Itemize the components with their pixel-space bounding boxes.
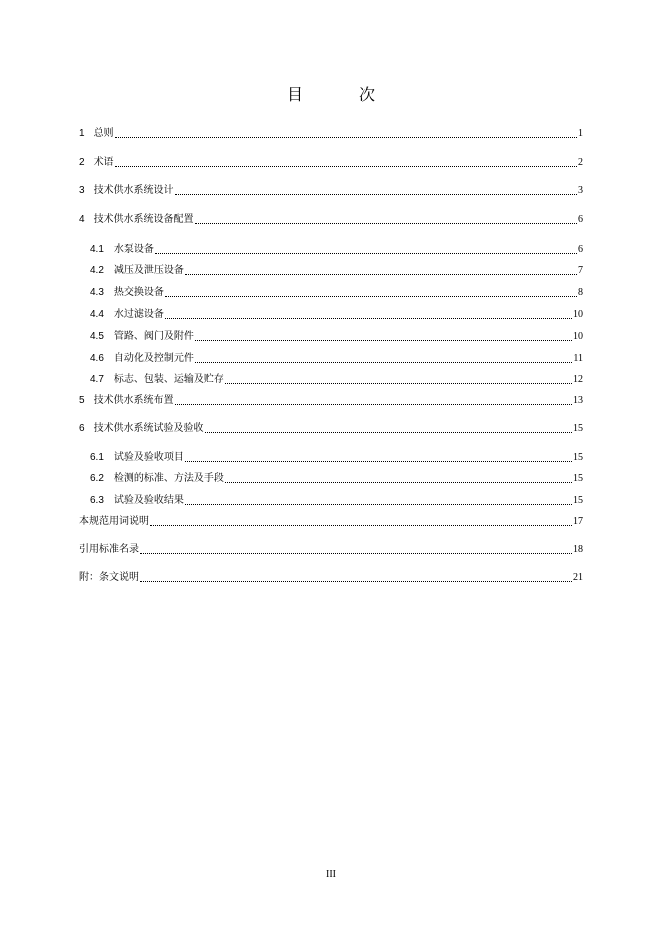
toc-dot-leader — [165, 295, 577, 297]
toc-entry-4-3[interactable] — [90, 285, 583, 301]
toc-dot-leader — [155, 252, 577, 254]
toc-dot-leader — [195, 361, 572, 363]
toc-entry-6-1[interactable] — [90, 450, 583, 466]
page-number: III — [326, 869, 336, 880]
toc-entry-4-5[interactable] — [90, 329, 583, 345]
toc-entry-number: 6.3 — [90, 495, 104, 506]
toc-entry-label: 水泵设备 — [113, 244, 154, 255]
toc-entry-number: 4.2 — [90, 265, 104, 276]
toc-entry-number: 4.7 — [90, 374, 104, 385]
toc-entry-label: 技术供水系统试验及验收 — [93, 423, 204, 434]
toc-entry-2[interactable] — [79, 155, 583, 171]
toc-entry-5[interactable] — [79, 393, 583, 409]
toc-entry-number: 2 — [79, 157, 85, 168]
toc-entry-label: 标志、包装、运输及贮存 — [113, 374, 224, 385]
toc-entry-label: 检测的标准、方法及手段 — [113, 473, 224, 484]
toc-entry-page: 6 — [578, 244, 583, 255]
toc-dot-leader — [115, 136, 577, 138]
toc-dot-leader — [185, 273, 577, 275]
toc-entry-referenced-standards[interactable] — [79, 542, 583, 558]
toc-dot-leader — [195, 222, 577, 224]
toc-entry-number: 6.2 — [90, 473, 104, 484]
toc-entry-number: 1 — [79, 128, 85, 139]
toc-dot-leader — [225, 382, 572, 384]
toc-entry-number: 4.4 — [90, 309, 104, 320]
toc-dot-leader — [185, 503, 572, 505]
toc-entry-page: 15 — [573, 473, 583, 484]
toc-entry-label: 术语 — [93, 157, 114, 168]
toc-entry-page: 13 — [573, 395, 583, 406]
toc-entry-label: 水过滤设备 — [113, 309, 164, 320]
toc-entry-4-7[interactable] — [90, 372, 583, 388]
toc-entry-label: 技术供水系统设备配置 — [93, 214, 194, 225]
toc-entry-label: 本规范用词说明 — [79, 516, 149, 527]
toc-dot-leader — [165, 317, 572, 319]
page-title: 目 次 — [286, 85, 395, 104]
toc-entry-label: 试验及验收项目 — [113, 452, 184, 463]
toc-entry-label: 自动化及控制元件 — [113, 353, 194, 364]
toc-entry-4-2[interactable] — [90, 263, 583, 279]
toc-entry-label: 引用标准名录 — [79, 544, 139, 555]
toc-entry-number: 3 — [79, 185, 85, 196]
toc-entry-number: 5 — [79, 395, 85, 406]
toc-entry-terms-explanation[interactable] — [79, 514, 583, 530]
toc-dot-leader — [115, 165, 577, 167]
toc-dot-leader — [140, 552, 572, 554]
toc-entry-label: 热交换设备 — [113, 287, 164, 298]
toc-entry-label: 管路、阀门及附件 — [113, 331, 194, 342]
toc-dot-leader — [195, 339, 572, 341]
toc-entry-page: 8 — [578, 287, 583, 298]
toc-entry-4-4[interactable] — [90, 307, 583, 323]
toc-entry-page: 15 — [573, 495, 583, 506]
toc-entry-label: 技术供水系统设计 — [93, 185, 174, 196]
toc-entry-label: 附：条文说明 — [79, 572, 139, 583]
toc-entry-label: 总则 — [93, 128, 114, 139]
toc-entry-page: 6 — [578, 214, 583, 225]
toc-entry-page: 10 — [573, 309, 583, 320]
toc-entry-page: 15 — [573, 452, 583, 463]
toc-entry-page: 7 — [578, 265, 583, 276]
toc-entry-number: 4.3 — [90, 287, 104, 298]
toc-entry-4-1[interactable] — [90, 242, 583, 258]
toc-entry-1[interactable] — [79, 126, 583, 142]
toc-entry-4-6[interactable] — [90, 351, 583, 367]
toc-entry-page: 18 — [573, 544, 583, 555]
toc-entry-page: 1 — [578, 128, 583, 139]
toc-entry-page: 15 — [573, 423, 583, 434]
toc-entry-page: 17 — [573, 516, 583, 527]
toc-dot-leader — [225, 481, 572, 483]
toc-entry-number: 4 — [79, 214, 85, 225]
toc-dot-leader — [185, 460, 572, 462]
toc-entry-3[interactable] — [79, 183, 583, 199]
toc-entry-number: 4.1 — [90, 244, 104, 255]
toc-entry-number: 6 — [79, 423, 85, 434]
toc-entry-6-3[interactable] — [90, 493, 583, 509]
toc-dot-leader — [150, 524, 572, 526]
toc-entry-page: 21 — [573, 572, 583, 583]
toc-entry-number: 4.6 — [90, 353, 104, 364]
toc-dot-leader — [140, 580, 572, 582]
toc-entry-page: 10 — [573, 331, 583, 342]
toc-entry-label: 技术供水系统布置 — [93, 395, 174, 406]
toc-dot-leader — [175, 193, 577, 195]
toc-entry-page: 12 — [573, 374, 583, 385]
toc-entry-label: 试验及验收结果 — [113, 495, 184, 506]
toc-entry-6[interactable] — [79, 421, 583, 437]
toc-entry-label: 减压及泄压设备 — [113, 265, 184, 276]
toc-dot-leader — [175, 403, 572, 405]
toc-entry-appendix[interactable] — [79, 570, 583, 586]
toc-entry-6-2[interactable] — [90, 471, 583, 487]
toc-entry-page: 11 — [573, 353, 583, 364]
toc-entry-number: 6.1 — [90, 452, 104, 463]
toc-entry-4[interactable] — [79, 212, 583, 228]
toc-entry-page: 3 — [578, 185, 583, 196]
toc-entry-number: 4.5 — [90, 331, 104, 342]
toc-dot-leader — [205, 431, 572, 433]
toc-entry-page: 2 — [578, 157, 583, 168]
